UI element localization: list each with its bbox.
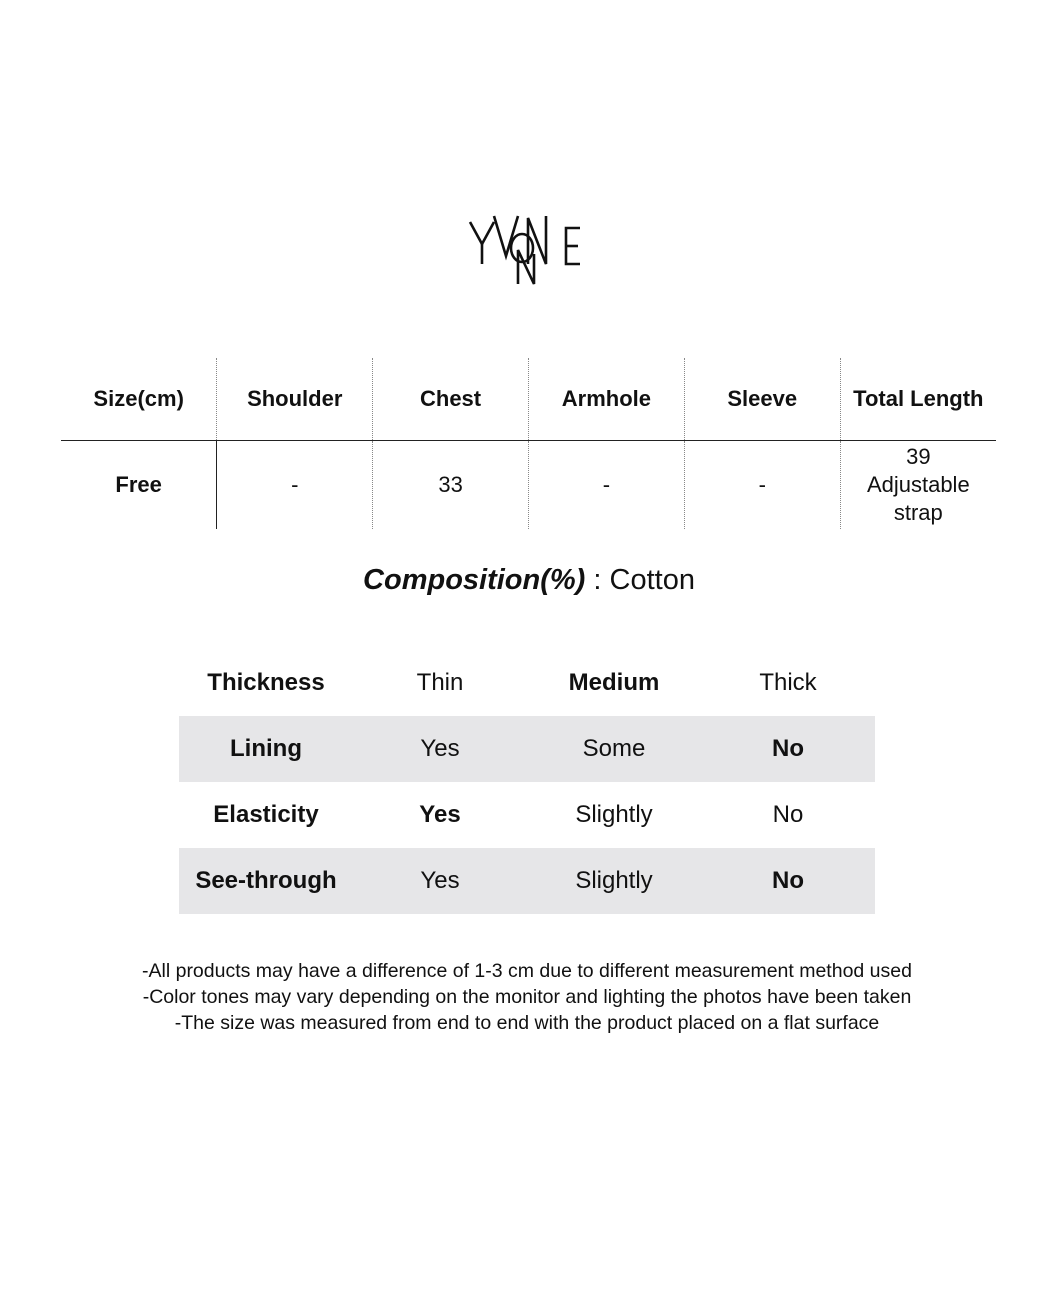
fabric-attribute-label: See-through	[195, 867, 337, 894]
fabric-option-selected: Yes	[419, 801, 461, 828]
fabric-option: Slightly	[575, 801, 653, 828]
table-row	[61, 441, 996, 530]
size-header: Size(cm)	[61, 358, 217, 441]
fabric-row-lining	[179, 716, 875, 782]
brand-logo	[468, 208, 588, 288]
size-table-header-row	[61, 358, 996, 441]
total-length-header: Total Length	[840, 358, 996, 441]
fabric-attribute-label: Elasticity	[213, 801, 319, 828]
fabric-row-see-through	[179, 848, 875, 914]
size-table	[61, 358, 996, 529]
fabric-option: Thin	[416, 669, 464, 696]
sleeve-header: Sleeve	[684, 358, 840, 441]
fabric-option-selected: No	[772, 867, 804, 894]
chest-value: 33	[373, 441, 529, 530]
total-length-value	[840, 441, 996, 530]
chest-header: Chest	[373, 358, 529, 441]
brand-logo-mark	[468, 208, 588, 288]
fabric-option-selected: Medium	[568, 669, 660, 696]
fabric-attribute-label: Thickness	[207, 669, 325, 696]
sleeve-value: -	[684, 441, 840, 530]
fabric-row-thickness	[179, 650, 875, 716]
total-length-number: 39	[906, 444, 931, 469]
fabric-option: Yes	[420, 735, 460, 762]
total-length-note-1: Adjustable	[866, 472, 970, 497]
fabric-attribute-label: Lining	[230, 735, 302, 762]
fabric-row-elasticity	[179, 782, 875, 848]
note-measurement: -All products may have a difference of 1-3 cm due to different measurement method used	[142, 960, 912, 982]
fabric-option-selected: No	[772, 735, 804, 762]
armhole-header: Armhole	[528, 358, 684, 441]
fabric-properties-table	[179, 650, 875, 914]
fabric-option: Slightly	[575, 867, 653, 894]
note-color: -Color tones may vary depending on the monitor and lighting the photos have been taken	[142, 986, 912, 1008]
fabric-option: No	[772, 801, 804, 828]
shoulder-value: -	[217, 441, 373, 530]
note-flat-surface: -The size was measured from end to end with the product placed on a flat surface	[174, 1012, 880, 1034]
armhole-value: -	[528, 441, 684, 530]
composition-label: Composition(%)	[363, 564, 586, 596]
fabric-option: Yes	[420, 867, 460, 894]
shoulder-header: Shoulder	[217, 358, 373, 441]
size-value: Free	[61, 441, 217, 530]
composition-separator: :	[585, 564, 610, 596]
composition-value: Cotton	[609, 564, 695, 596]
disclaimer-notes	[0, 958, 1040, 1036]
fabric-option: Some	[582, 735, 646, 762]
total-length-note-2: strap	[893, 500, 943, 525]
fabric-option: Thick	[759, 669, 817, 696]
composition	[0, 560, 1040, 600]
